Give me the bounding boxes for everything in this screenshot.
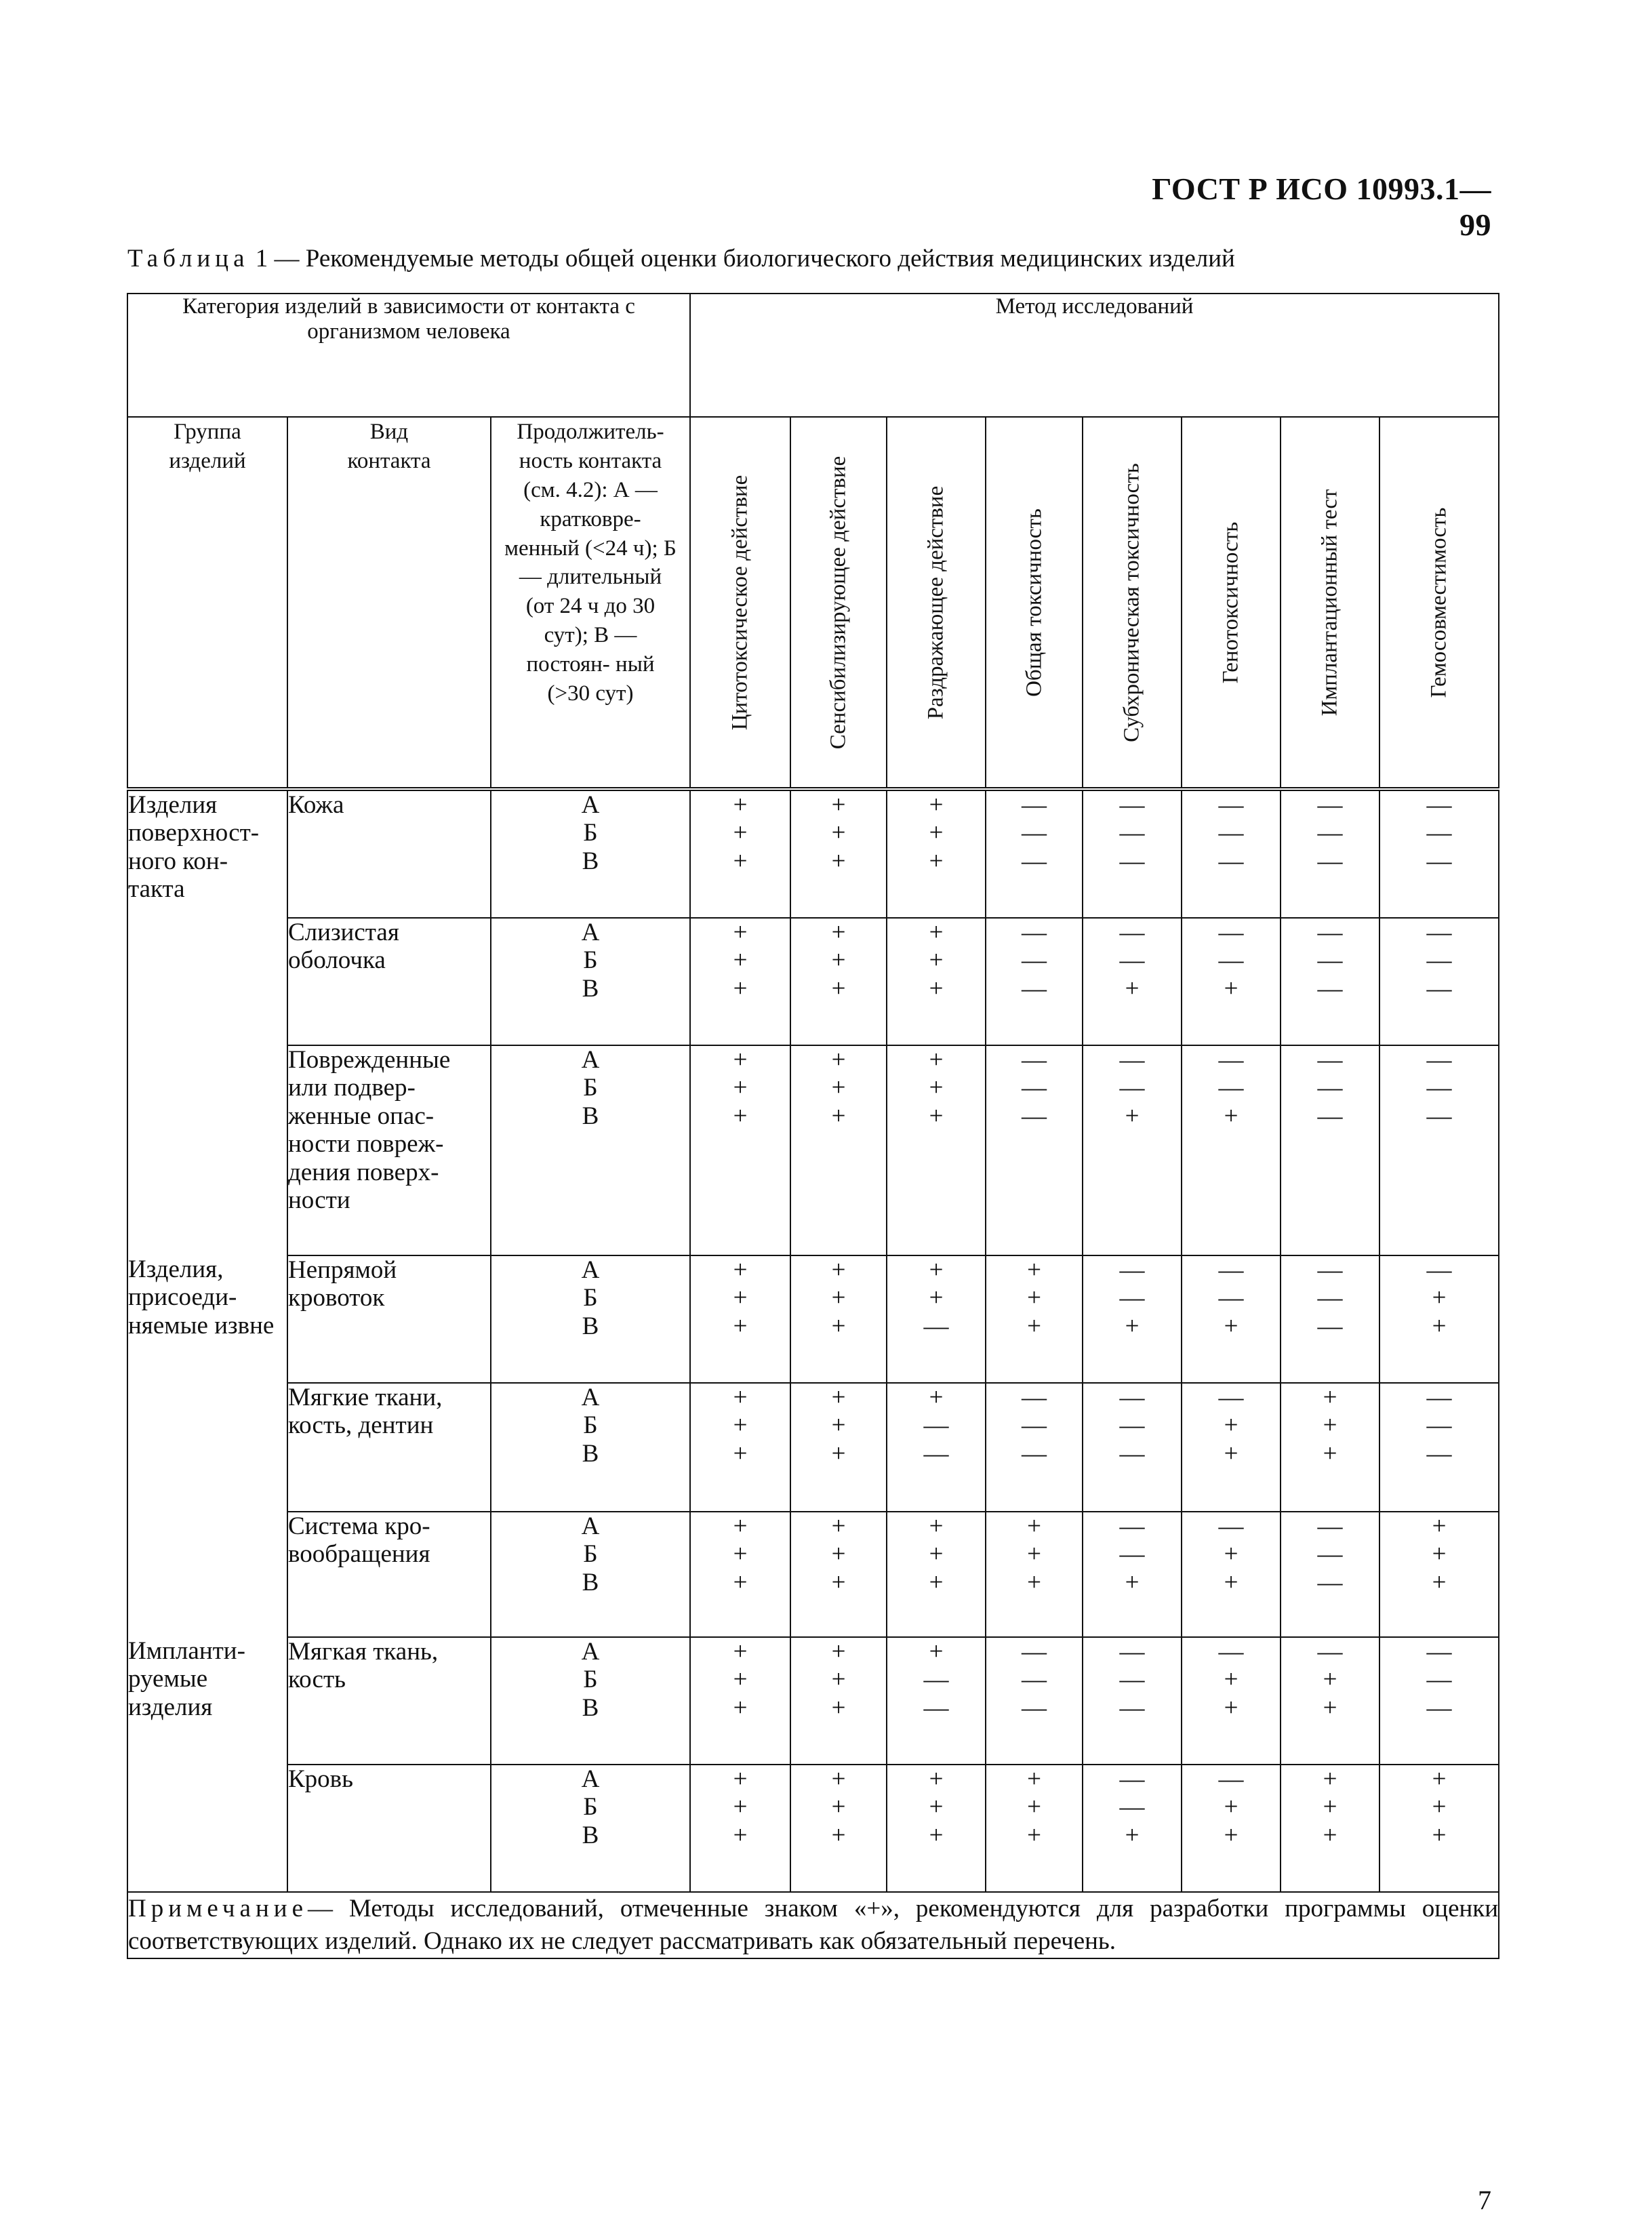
method-value-marks: + + +	[831, 791, 846, 875]
method-value-marks: + + +	[1432, 1765, 1447, 1849]
method-value-marks: + — —	[923, 1638, 949, 1722]
method-value-marks: — — —	[1426, 1638, 1452, 1722]
method-value-cell	[887, 1765, 986, 1892]
method-value-marks: + + +	[1432, 1512, 1447, 1596]
method-value-cell	[690, 1765, 790, 1892]
header-row-top	[127, 294, 1499, 417]
method-value-marks: — — —	[1022, 1384, 1047, 1468]
method-value-marks: + + +	[929, 1046, 944, 1130]
method-value-marks: — + +	[1218, 1765, 1244, 1849]
method-value-cell	[986, 789, 1083, 918]
method-value-marks: — — +	[1119, 1512, 1145, 1596]
header-row-sub	[127, 417, 1499, 789]
method-value-cell	[1182, 918, 1281, 1045]
method-value-marks: — + +	[1317, 1638, 1343, 1722]
kind-column-header	[287, 417, 491, 789]
method-value-marks: + — —	[923, 1384, 949, 1468]
method-value-marks: + + +	[733, 791, 748, 875]
method-value-marks: + + +	[1323, 1765, 1337, 1849]
method-value-marks: — — —	[1022, 791, 1047, 875]
method-value-marks: — — —	[1426, 1046, 1452, 1130]
method-value-cell	[1083, 1255, 1182, 1383]
table-row	[127, 1765, 1499, 1892]
method-value-marks: + + +	[733, 1638, 748, 1722]
method-value-marks: + + +	[1027, 1512, 1041, 1596]
method-value-cell	[1281, 918, 1379, 1045]
method-value-cell	[690, 1255, 790, 1383]
method-value-marks: — + +	[1218, 1384, 1244, 1468]
method-value-marks: — — —	[1119, 1638, 1145, 1722]
group-name-cell: Изделия, присоеди- няемые извне	[127, 1255, 287, 1637]
method-label: Общая токсичность	[1021, 508, 1046, 697]
method-value-cell	[986, 1512, 1083, 1637]
method-value-cell	[1083, 1512, 1182, 1637]
method-value-marks: + + +	[929, 1512, 944, 1596]
method-value-cell	[1083, 1045, 1182, 1255]
method-value-cell	[1182, 1512, 1281, 1637]
method-value-marks: — — —	[1317, 1512, 1343, 1596]
method-value-marks: + + +	[1323, 1384, 1337, 1468]
method-value-cell	[1083, 1637, 1182, 1765]
method-value-marks: — — +	[1218, 1046, 1244, 1130]
method-value-cell	[1182, 789, 1281, 918]
method-value-cell	[1281, 1637, 1379, 1765]
method-value-marks: + + +	[831, 919, 846, 1003]
method-systemic-toxicity-header	[986, 417, 1083, 789]
method-value-cell	[1182, 1765, 1281, 1892]
method-value-marks: — + +	[1426, 1256, 1452, 1340]
method-value-marks: — — —	[1426, 791, 1452, 875]
method-value-marks: + + +	[733, 1256, 748, 1340]
method-value-marks: + + +	[733, 919, 748, 1003]
method-value-cell	[690, 789, 790, 918]
table-number: 1	[255, 245, 268, 273]
method-value-cell	[790, 918, 887, 1045]
method-value-marks: + + +	[831, 1384, 846, 1468]
method-value-marks: — — —	[1022, 1046, 1047, 1130]
method-value-cell	[1083, 1383, 1182, 1512]
category-header	[127, 294, 690, 417]
method-value-cell	[1083, 918, 1182, 1045]
method-value-cell	[1379, 1383, 1499, 1512]
page-number: 7	[1478, 2185, 1491, 2215]
method-value-marks: — — +	[1119, 1256, 1145, 1340]
method-label: Гемосовместимость	[1426, 507, 1451, 698]
method-value-cell	[790, 1765, 887, 1892]
contact-duration-cell	[491, 1512, 690, 1637]
method-value-marks: + + +	[831, 1046, 846, 1130]
method-value-cell	[1379, 789, 1499, 918]
method-value-cell	[1182, 1637, 1281, 1765]
method-value-marks: — — +	[1119, 919, 1145, 1003]
contact-kind-cell: Кожа	[287, 789, 491, 918]
group-column-header	[127, 417, 287, 789]
table-row	[127, 1637, 1499, 1765]
duration-codes: А Б В	[581, 1638, 600, 1722]
method-value-cell	[887, 1255, 986, 1383]
contact-kind-cell: Мягкая ткань, кость	[287, 1637, 491, 1765]
method-value-cell	[1379, 1637, 1499, 1765]
method-value-cell	[986, 1045, 1083, 1255]
method-value-cell	[1083, 789, 1182, 918]
method-irritation-header	[887, 417, 986, 789]
contact-duration-cell	[491, 1383, 690, 1512]
duration-codes: А Б В	[581, 791, 600, 875]
method-value-cell	[790, 1637, 887, 1765]
method-value-marks: + + +	[733, 1765, 748, 1849]
method-label: Сенсибилизирующее действие	[826, 456, 851, 749]
method-value-marks: + + +	[733, 1512, 748, 1596]
group-name-cell: Импланти- руемые изделия	[127, 1637, 287, 1892]
method-value-cell	[790, 789, 887, 918]
method-value-marks: — + +	[1218, 1512, 1244, 1596]
table-row	[127, 1512, 1499, 1637]
method-value-marks: — — +	[1218, 1256, 1244, 1340]
method-value-cell	[887, 1512, 986, 1637]
method-value-marks: + + +	[733, 1384, 748, 1468]
method-value-cell	[690, 918, 790, 1045]
method-value-cell	[690, 1512, 790, 1637]
method-value-marks: — — —	[1317, 1046, 1343, 1130]
note-label: Примечание	[128, 1895, 308, 1922]
note-text: — Методы исследований, отмеченные знаком «+», рекомендуются для разработки программы оценки соответствующих изделий. Однако их не следует рассматривать как обязательный перечень.	[128, 1895, 1499, 1956]
method-value-cell	[690, 1637, 790, 1765]
duration-codes: А Б В	[581, 1765, 600, 1849]
method-value-cell	[986, 1255, 1083, 1383]
method-value-cell	[790, 1383, 887, 1512]
method-value-cell	[887, 789, 986, 918]
table-label: Таблица	[127, 245, 249, 273]
method-value-marks: — — +	[1119, 1046, 1145, 1130]
methods-table	[127, 293, 1499, 1959]
method-value-cell	[1182, 1383, 1281, 1512]
method-value-cell	[1379, 1045, 1499, 1255]
method-value-marks: — — —	[1426, 1384, 1452, 1468]
method-value-cell	[887, 1383, 986, 1512]
method-value-cell	[1379, 918, 1499, 1045]
group-name-cell: Изделия поверхност- ного кон- такта	[127, 789, 287, 1255]
duration-column-header	[491, 417, 690, 789]
duration-codes: А Б В	[581, 1046, 600, 1130]
method-value-marks: — — —	[1119, 791, 1145, 875]
duration-codes: А Б В	[581, 1384, 600, 1468]
contact-kind-cell: Кровь	[287, 1765, 491, 1892]
contact-kind-cell: Непрямой кровоток	[287, 1255, 491, 1383]
method-value-cell	[887, 1637, 986, 1765]
method-value-cell	[986, 1383, 1083, 1512]
method-value-cell	[1379, 1255, 1499, 1383]
method-value-marks: — — —	[1022, 1638, 1047, 1722]
method-value-cell	[1182, 1045, 1281, 1255]
method-value-marks: — — +	[1119, 1765, 1145, 1849]
contact-duration-cell	[491, 918, 690, 1045]
duration-codes: А Б В	[581, 1256, 600, 1340]
method-value-cell	[986, 1765, 1083, 1892]
method-value-marks: — — +	[1218, 919, 1244, 1003]
table-title: — Рекомендуемые методы общей оценки биологического действия медицинских изделий	[274, 245, 1235, 273]
table-note	[127, 1892, 1499, 1958]
table-row	[127, 1045, 1499, 1255]
method-value-marks: + + +	[929, 919, 944, 1003]
method-value-marks: + + —	[923, 1256, 949, 1340]
contact-duration-cell	[491, 789, 690, 918]
method-value-cell	[1281, 1765, 1379, 1892]
method-value-cell	[887, 918, 986, 1045]
method-header	[690, 294, 1499, 417]
table-row	[127, 1383, 1499, 1512]
table-row	[127, 918, 1499, 1045]
group-column-text: Группа изделий	[169, 420, 246, 473]
method-value-cell	[1182, 1255, 1281, 1383]
method-value-marks: + + +	[831, 1256, 846, 1340]
duration-column-text: Продолжитель- ность контакта (см. 4.2): А — кратковре- менный (<24 ч); Б — длительный (от 24 ч до 30 сут); В — постоян- ный (>30 сут)	[504, 420, 677, 706]
method-label: Цитотоксическое действие	[727, 475, 752, 730]
table-row	[127, 1255, 1499, 1383]
method-value-cell	[986, 918, 1083, 1045]
contact-duration-cell	[491, 1255, 690, 1383]
contact-kind-cell: Мягкие ткани, кость, дентин	[287, 1383, 491, 1512]
method-value-cell	[790, 1255, 887, 1383]
method-value-cell	[986, 1637, 1083, 1765]
method-hemocompatibility-header	[1379, 417, 1499, 789]
contact-duration-cell	[491, 1045, 690, 1255]
table-row	[127, 789, 1499, 918]
method-value-cell	[1281, 1255, 1379, 1383]
method-value-marks: + + +	[929, 791, 944, 875]
duration-codes: А Б В	[581, 1512, 600, 1596]
kind-column-text: Вид контакта	[347, 420, 431, 473]
method-cytotoxicity-header	[690, 417, 790, 789]
contact-duration-cell	[491, 1637, 690, 1765]
method-value-marks: — — —	[1317, 919, 1343, 1003]
method-value-cell	[790, 1045, 887, 1255]
method-value-cell	[690, 1383, 790, 1512]
method-value-marks: + + +	[1027, 1256, 1041, 1340]
method-value-marks: — — —	[1317, 1256, 1343, 1340]
method-value-marks: — — —	[1317, 791, 1343, 875]
method-value-cell	[1281, 1512, 1379, 1637]
method-value-cell	[887, 1045, 986, 1255]
method-value-marks: + + +	[929, 1765, 944, 1849]
method-value-marks: + + +	[831, 1512, 846, 1596]
method-value-marks: + + +	[733, 1046, 748, 1130]
table-caption	[127, 244, 1235, 273]
method-value-cell	[1281, 1383, 1379, 1512]
contact-kind-cell: Поврежденные или подвер- женные опас- ности повреж- дения поверх- ности	[287, 1045, 491, 1255]
method-value-cell	[1281, 1045, 1379, 1255]
method-label: Раздражающее действие	[923, 485, 948, 719]
method-value-cell	[1379, 1765, 1499, 1892]
method-value-cell	[790, 1512, 887, 1637]
method-genotoxicity-header	[1182, 417, 1281, 789]
method-value-marks: — — —	[1426, 919, 1452, 1003]
method-value-marks: — + +	[1218, 1638, 1244, 1722]
method-value-marks: — — —	[1022, 919, 1047, 1003]
method-value-cell	[1379, 1512, 1499, 1637]
duration-codes: А Б В	[581, 919, 600, 1003]
contact-kind-cell: Слизистая оболочка	[287, 918, 491, 1045]
contact-duration-cell	[491, 1765, 690, 1892]
method-value-marks: + + +	[831, 1765, 846, 1849]
method-subchronic-toxicity-header	[1083, 417, 1182, 789]
method-label: Генотоксичность	[1218, 521, 1243, 683]
method-value-cell	[1281, 789, 1379, 918]
method-implantation-header	[1281, 417, 1379, 789]
method-label: Субхроническая токсичность	[1119, 462, 1144, 742]
method-value-marks: + + +	[831, 1638, 846, 1722]
method-value-marks: — — —	[1218, 791, 1244, 875]
note-row	[127, 1892, 1499, 1958]
document-code: ГОСТ Р ИСО 10993.1—99	[1152, 172, 1491, 242]
method-value-cell	[1083, 1765, 1182, 1892]
table-body	[127, 294, 1499, 1958]
category-header-text: Категория изделий в зависимости от контакта с организмом человека	[182, 294, 635, 344]
method-sensitization-header	[790, 417, 887, 789]
contact-kind-cell: Система кро- вообращения	[287, 1512, 491, 1637]
method-value-marks: — — —	[1119, 1384, 1145, 1468]
method-value-marks: + + +	[1027, 1765, 1041, 1849]
method-header-text: Метод исследований	[995, 294, 1194, 319]
method-value-cell	[690, 1045, 790, 1255]
method-label: Имплантационный тест	[1317, 489, 1342, 716]
